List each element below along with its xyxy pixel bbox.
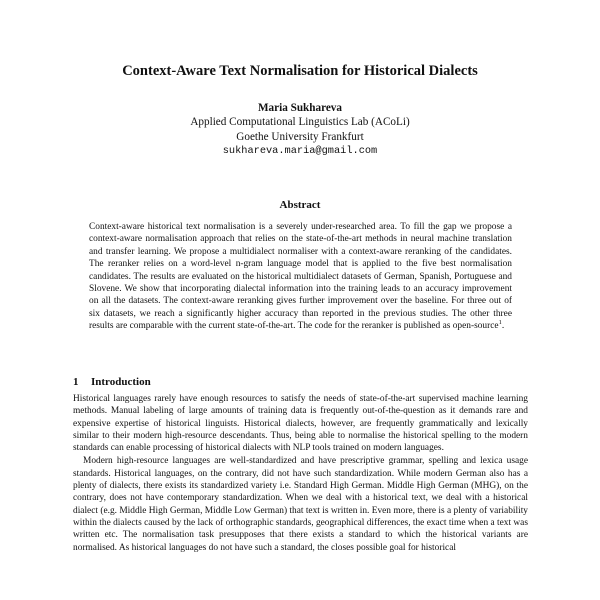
paper-title: Context-Aware Text Normalisation for Historical Dialects xyxy=(122,63,478,79)
abstract-body: Context-aware historical text normalisation is a severely under-researched area. To fill the gap we propose a context-aware normalisation approach that relies on the state-of-the-art methods in neural machine translation and transfer learning. We propose a multidialect normaliser with a context-aware reranking of the candidates. The reranker relies on a word-level n-gram language model that is applied to the five best normalisation candidates. The results are evaluated on the historical multidialect datasets of German, Spanish, Portuguese and Slovene. We show that incorporating dialectal information into the training leads to an accuracy improvement on all the datasets. The context-aware reranking gives further improvement over the baseline. For three out of six datasets, we reach a significantly higher accuracy than reported in the previous studies. The other three results are comparable with the current state-of-the-art. The code for the reranker is published as open-source xyxy=(89,222,512,332)
section-number: 1 xyxy=(73,376,79,388)
abstract-end: . xyxy=(501,321,505,332)
abstract-heading: Abstract xyxy=(279,199,321,211)
paragraph: Modern high-resource languages are well-standardized and have prescriptive grammar, spelling and lexica usage standards. Historical languages, on the contrary, did not have such standardization. While modern German also has a plenty of dialects, there exists its standardized variety i.e. Standard High German. Middle High German (MHG), on the contrary, does not have contemporary standardization. When we deal with a historical text, we deal with a historical dialect (e.g. Middle High German, Middle Low German) that text is written in. Even more, there is a plenty of variability within the dialects caused by the lack of orthographic standards, geographical differences, the exact time when a text was written etc. The normalisation task presupposes that there exists a standard to which the historical variants are normalised. As historical languages do not have such a standard, the closes possible goal for historical xyxy=(73,456,528,553)
abstract-text xyxy=(89,221,512,333)
author-block xyxy=(0,101,600,159)
paragraph: Historical languages rarely have enough resources to satisfy the needs of state-of-the-art supervised machine learning methods. Manual labeling of large amounts of training data is frequently out-of-the-question as it demands rare and expensive expertise of historical linguists. Historical dialects, however, are frequently grammatically and lexically similar to their modern high-resource descendants. Thus, being able to normalise the historical spelling to the modern standards can enable processing of historical dialects with NLP tools trained on modern languages. xyxy=(73,394,528,454)
author-institution: Goethe University Frankfurt xyxy=(236,130,364,143)
author-name: Maria Sukhareva xyxy=(257,102,342,114)
section-title: Introduction xyxy=(91,376,151,388)
footnote-marker[interactable]: 1 xyxy=(498,319,502,327)
introduction-body xyxy=(73,393,528,554)
author-affiliation: Applied Computational Linguistics Lab (ACoLi) xyxy=(190,116,410,129)
section-heading-introduction xyxy=(73,376,151,388)
author-email[interactable]: sukhareva.maria@gmail.com xyxy=(222,145,378,158)
